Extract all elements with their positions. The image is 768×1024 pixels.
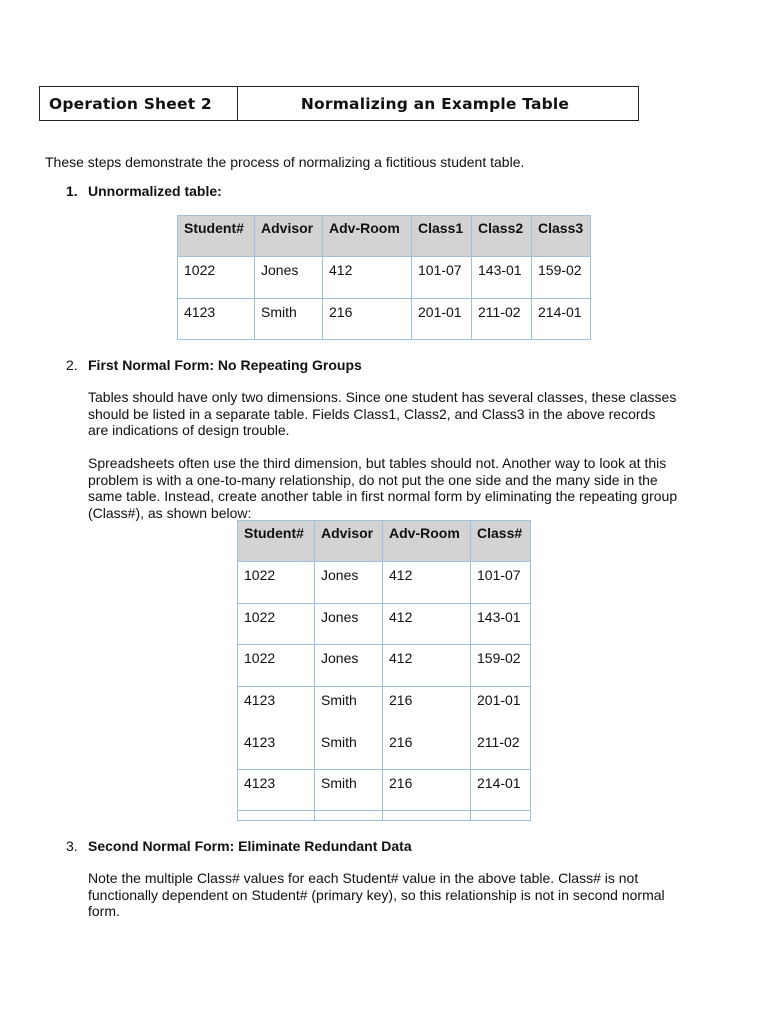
cell-line: Smith <box>321 692 357 708</box>
text-line: functionally dependent on Student# (primary key), so this relationship is not in second normal <box>88 886 665 903</box>
table-cell: 1022 <box>238 604 315 645</box>
table-cell <box>238 811 315 821</box>
table-row <box>238 604 531 645</box>
sheet-header <box>39 86 639 121</box>
section2-paragraph-1 <box>88 389 676 439</box>
table-cell: Smith <box>255 299 323 340</box>
cell-line: 216 <box>389 692 413 708</box>
table-cell <box>383 811 471 821</box>
table-cell: 159-02 <box>471 645 531 687</box>
table-cell <box>315 811 383 821</box>
text-line: Tables should have only two dimensions. Since one student has several classes, these classes <box>88 389 677 405</box>
cell-line: Smith <box>321 734 357 750</box>
table-cell: 4123 <box>238 770 315 811</box>
text-line: Spreadsheets often use the third dimension, but tables should not. Another way to look at this <box>88 455 667 471</box>
table-cell: Jones <box>315 562 383 604</box>
table-cell: 211-02 <box>472 299 532 340</box>
table-cell: 143-01 <box>472 257 532 299</box>
table-cell: 159-02 <box>532 257 591 299</box>
table-cell: 412 <box>383 604 471 645</box>
section3-heading: Second Normal Form: Eliminate Redundant Data <box>88 838 412 854</box>
first-normal-form-table <box>237 520 531 821</box>
table-cell: 1022 <box>238 562 315 604</box>
table-cell <box>238 687 315 770</box>
column-header: Student# <box>238 521 315 562</box>
table-cell: 412 <box>383 645 471 687</box>
table-cell: 214-01 <box>532 299 591 340</box>
table-cell: 412 <box>323 257 412 299</box>
table-cell <box>383 687 471 770</box>
text-line: Note the multiple Class# values for each Student# value in the above table. Class# is not <box>88 870 639 886</box>
section3-paragraph <box>88 870 665 920</box>
section1-number: 1. <box>66 183 78 199</box>
text-line: are indications of design trouble. <box>88 422 290 438</box>
column-header: Student# <box>178 216 255 257</box>
table-cell: 4123 <box>178 299 255 340</box>
text-line: (Class#), as shown below: <box>88 504 252 521</box>
column-header: Class2 <box>472 216 532 257</box>
table-cell: 216 <box>383 770 471 811</box>
column-header: Advisor <box>315 521 383 562</box>
table-row <box>178 257 591 299</box>
table-cell: 216 <box>323 299 412 340</box>
table-cell: 214-01 <box>471 770 531 811</box>
column-header: Advisor <box>255 216 323 257</box>
table-header-row <box>178 216 591 257</box>
cell-line: 201-01 <box>477 692 521 708</box>
text-line: form. <box>88 903 120 919</box>
intro-text: These steps demonstrate the process of normalizing a fictitious student table. <box>45 154 525 170</box>
table-cell: 143-01 <box>471 604 531 645</box>
table-row <box>238 770 531 811</box>
text-line: should be listed in a separate table. Fields Class1, Class2, and Class3 in the above records <box>88 405 656 422</box>
cell-line: 4123 <box>244 734 276 750</box>
sheet-label: Operation Sheet 2 <box>40 87 238 120</box>
unnormalized-table <box>177 215 591 340</box>
cell-line: 4123 <box>244 692 276 708</box>
table-cell: 1022 <box>178 257 255 299</box>
table-cell: Jones <box>315 645 383 687</box>
table-cell: 1022 <box>238 645 315 687</box>
table-cell: Jones <box>255 257 323 299</box>
table-row-empty <box>238 811 531 821</box>
table-cell: Smith <box>315 770 383 811</box>
cell-line: 216 <box>389 734 413 750</box>
column-header: Class3 <box>532 216 591 257</box>
cell-line: 211-02 <box>477 734 520 750</box>
table-header-row <box>238 521 531 562</box>
section1-heading: Unnormalized table: <box>88 183 222 199</box>
table-cell: 201-01 <box>412 299 472 340</box>
section3-number: 3. <box>66 838 78 854</box>
table-cell: 101-07 <box>471 562 531 604</box>
sheet-title: Normalizing an Example Table <box>300 94 570 113</box>
table-cell <box>471 811 531 821</box>
table-cell: 412 <box>383 562 471 604</box>
table-row <box>238 645 531 687</box>
table-row <box>238 687 531 770</box>
text-line: same table. Instead, create another table in first normal form by eliminating the repeating group <box>88 488 678 504</box>
table-cell <box>471 687 531 770</box>
column-header: Adv-Room <box>323 216 412 257</box>
table-row <box>178 299 591 340</box>
table-cell: Jones <box>315 604 383 645</box>
section2-paragraph-2 <box>88 455 677 521</box>
column-header: Class# <box>471 521 531 562</box>
section2-number: 2. <box>66 357 78 373</box>
column-header: Class1 <box>412 216 472 257</box>
table-cell: 101-07 <box>412 257 472 299</box>
table-row <box>238 562 531 604</box>
table-cell <box>315 687 383 770</box>
text-line: problem is with a one-to-many relationship, do not put the one side and the many side in the <box>88 471 658 488</box>
column-header: Adv-Room <box>383 521 471 562</box>
section2-heading: First Normal Form: No Repeating Groups <box>88 357 362 373</box>
